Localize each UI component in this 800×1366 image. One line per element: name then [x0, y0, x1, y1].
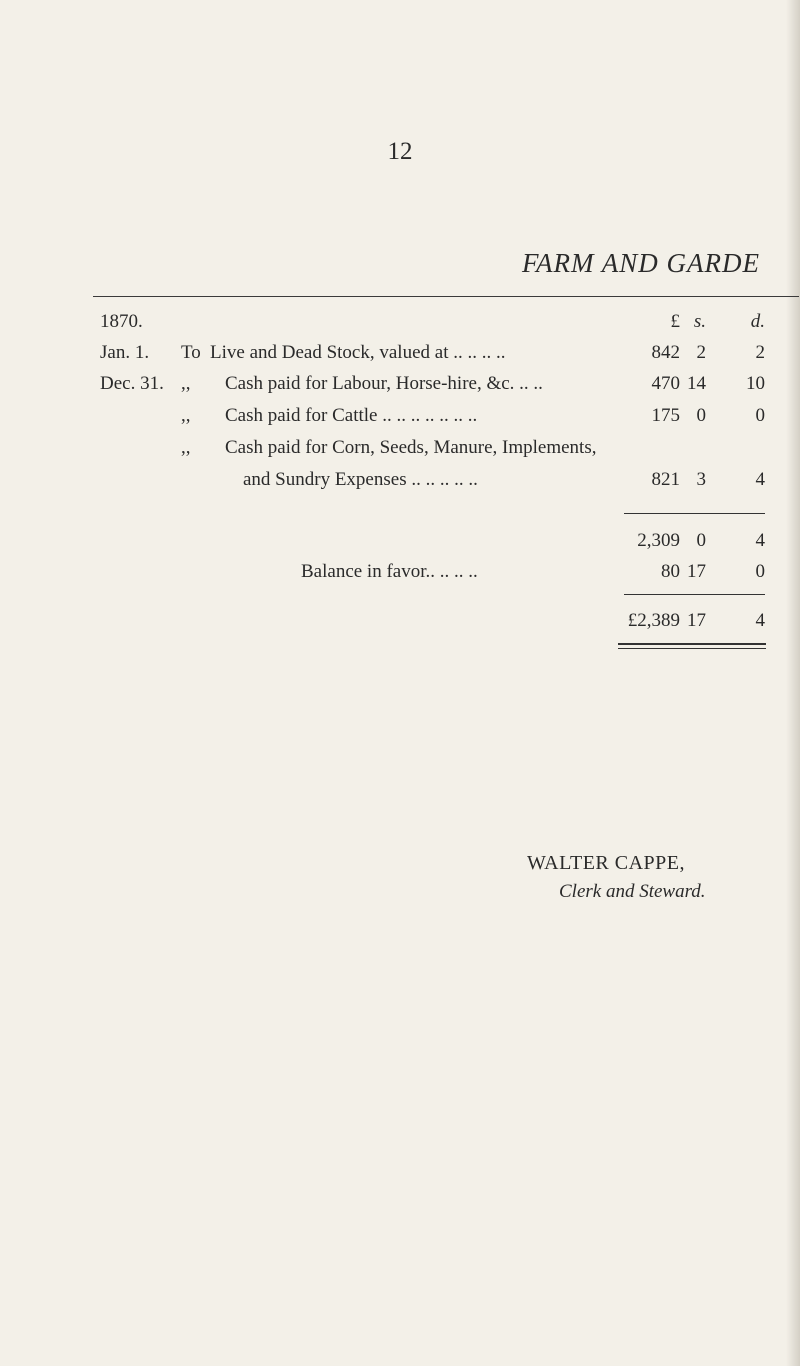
- entry-prefix: ,,: [181, 405, 191, 426]
- balance-shillings: 17: [687, 561, 706, 582]
- entry-date: Jan. 1.: [100, 342, 150, 363]
- subtotal-pence: 4: [755, 530, 765, 551]
- entry-pounds: 821: [651, 469, 680, 490]
- total-pounds: £2,389: [627, 610, 680, 631]
- entry-description-continuation: and Sundry Expenses .. .. .. .. ..: [243, 469, 478, 490]
- page-heading: FARM AND GARDE: [522, 248, 760, 278]
- pounds-column-header: £: [670, 311, 680, 332]
- entry-pounds: 842: [651, 342, 680, 363]
- entry-pence: 2: [755, 342, 765, 363]
- shillings-column-header: s.: [693, 311, 706, 332]
- entry-pence: 4: [755, 469, 765, 490]
- signature-title: Clerk and Steward.: [559, 881, 706, 902]
- entry-shillings: 3: [696, 469, 706, 490]
- entry-description: Live and Dead Stock, valued at .. .. .. ..: [210, 342, 506, 363]
- account-year: 1870.: [100, 311, 143, 332]
- subtotal-shillings: 0: [696, 530, 706, 551]
- total-double-rule: [618, 643, 766, 649]
- entry-prefix: ,,: [181, 437, 191, 458]
- entry-date: Dec. 31.: [100, 373, 164, 394]
- page-edge-shadow: [786, 0, 800, 1366]
- entry-description: Cash paid for Corn, Seeds, Manure, Implements,: [225, 437, 597, 458]
- entry-description: Cash paid for Cattle .. .. .. .. .. .. ..: [225, 405, 478, 426]
- entry-pence: 10: [746, 373, 765, 394]
- entry-shillings: 14: [687, 373, 706, 394]
- entry-prefix: To: [181, 342, 201, 363]
- subtotal-pounds: 2,309: [637, 530, 680, 551]
- total-shillings: 17: [687, 610, 706, 631]
- total-rule: [624, 594, 765, 595]
- balance-pence: 0: [755, 561, 765, 582]
- page-number: 12: [387, 138, 413, 165]
- entry-description: Cash paid for Labour, Horse-hire, &c. .. ..: [225, 373, 543, 394]
- balance-pounds: 80: [661, 561, 680, 582]
- signature-name: WALTER CAPPE,: [527, 852, 686, 874]
- entry-pounds: 175: [651, 405, 680, 426]
- entry-pence: 0: [755, 405, 765, 426]
- entry-shillings: 0: [696, 405, 706, 426]
- total-pence: 4: [755, 610, 765, 631]
- entry-prefix: ,,: [181, 373, 191, 394]
- subtotal-rule: [624, 513, 765, 514]
- balance-label: Balance in favor.. .. .. ..: [301, 561, 478, 582]
- entry-pounds: 470: [651, 373, 680, 394]
- pence-column-header: d.: [750, 311, 765, 332]
- entry-shillings: 2: [696, 342, 706, 363]
- header-rule: [93, 296, 799, 297]
